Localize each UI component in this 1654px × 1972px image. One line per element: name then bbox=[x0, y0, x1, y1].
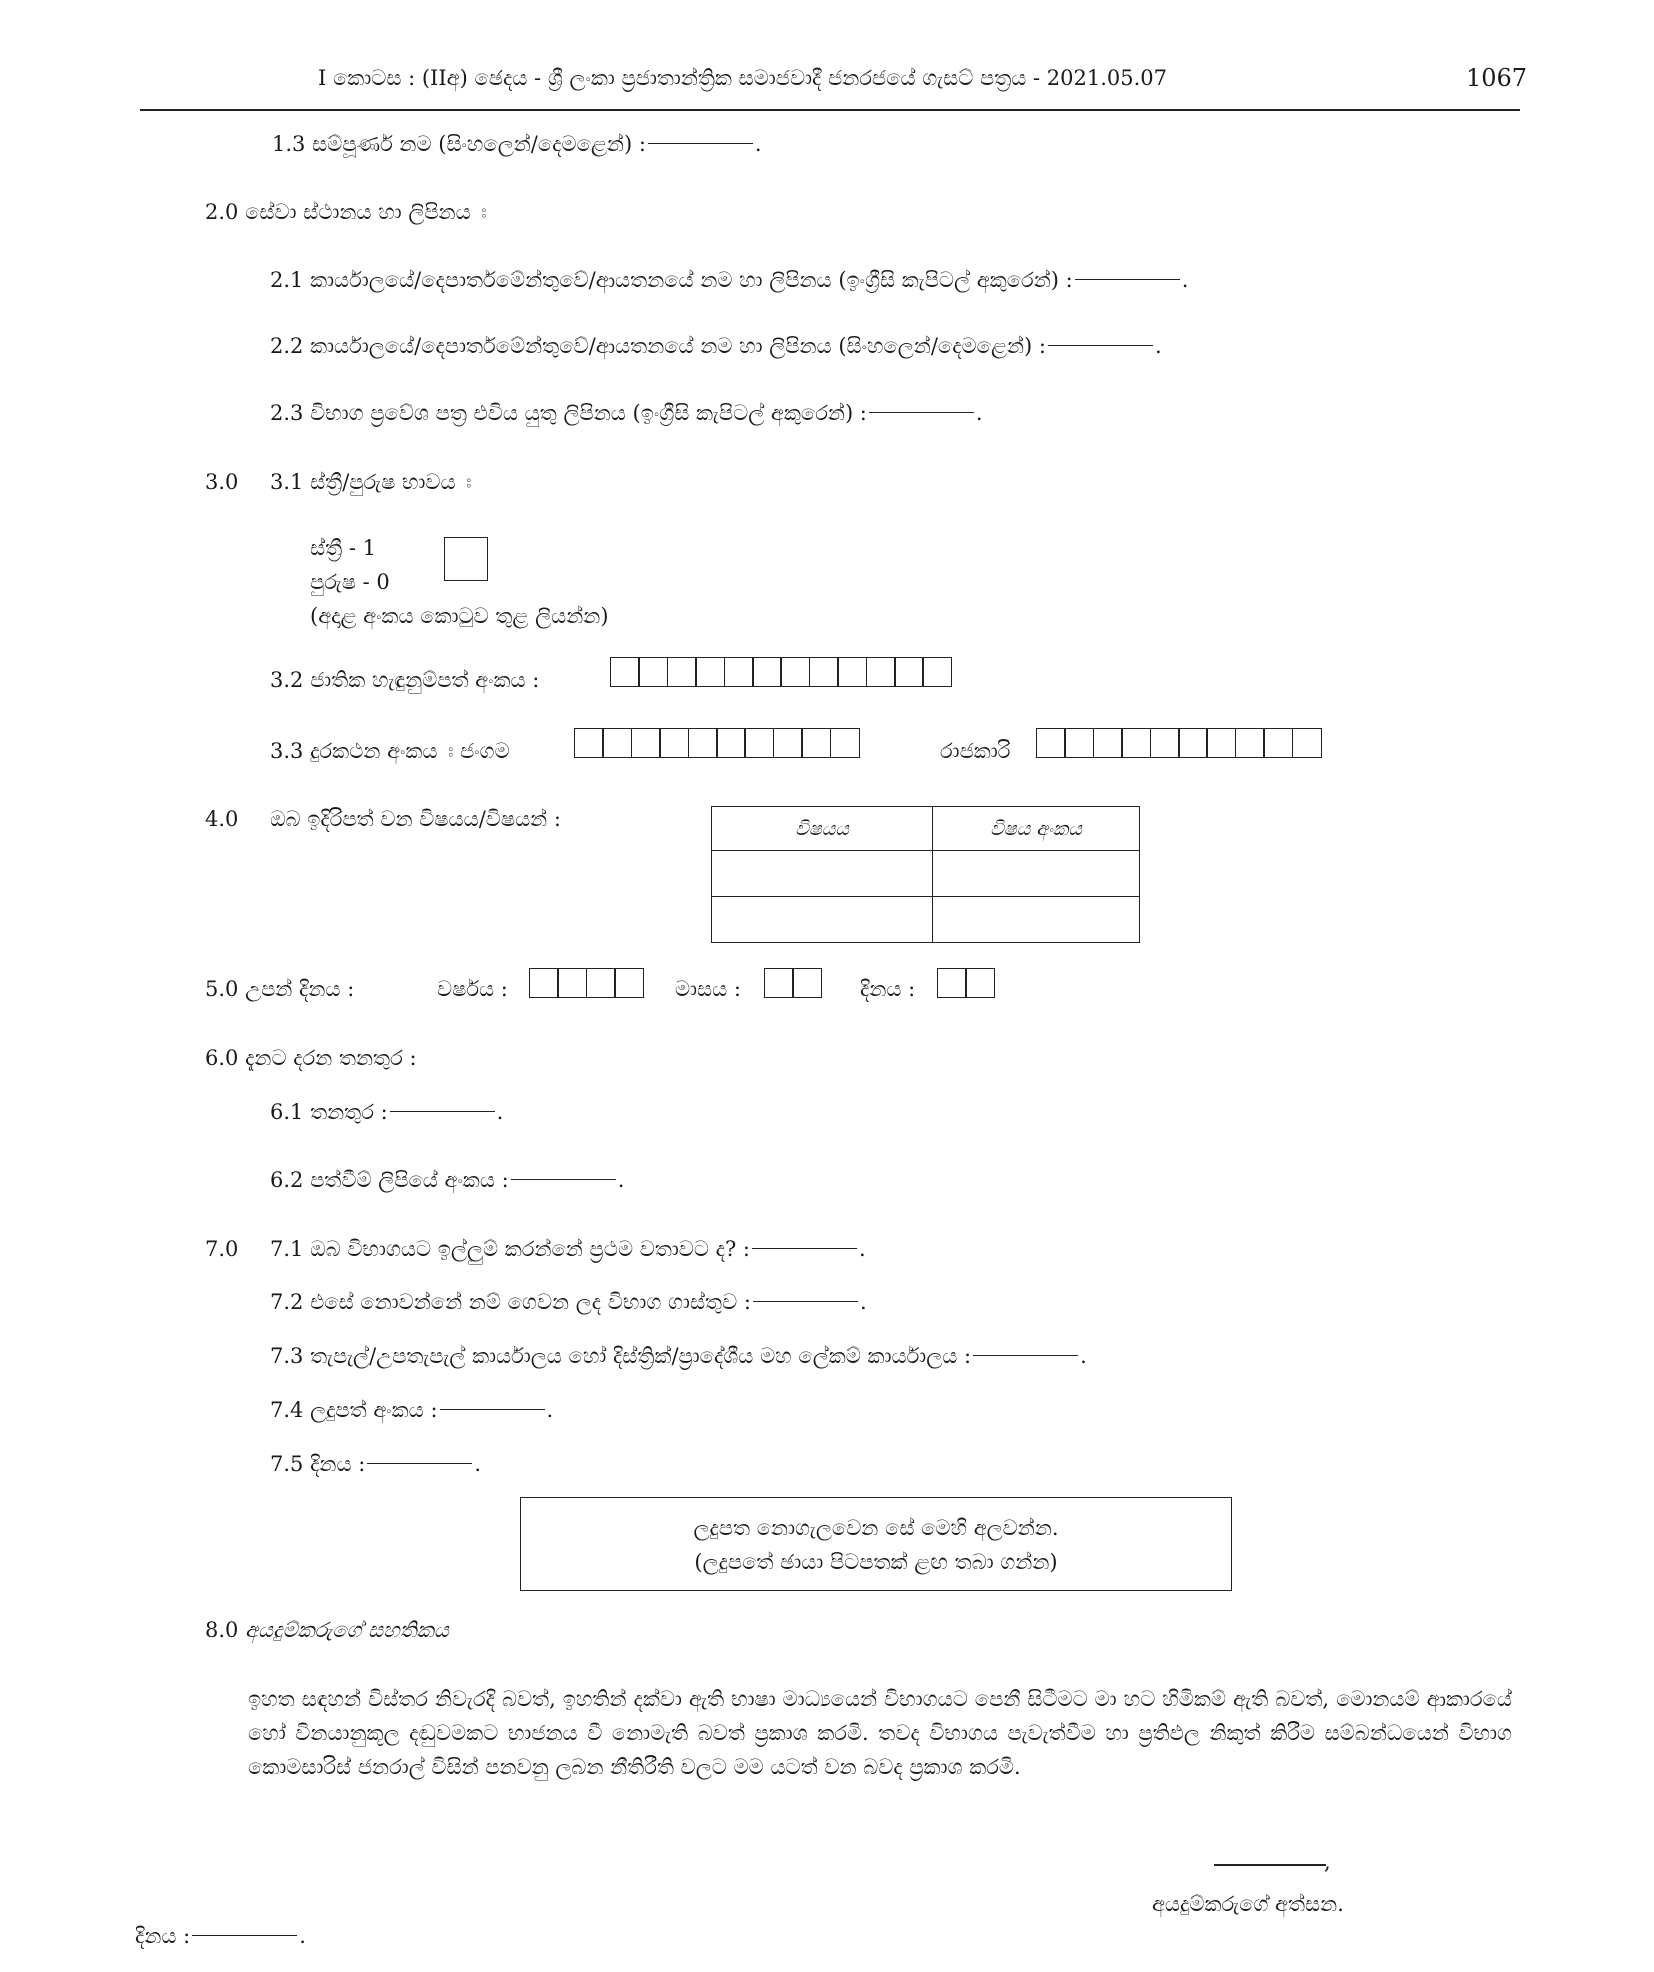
gender-male-option: පුරුෂ - 0 bbox=[310, 570, 390, 594]
digit-box[interactable] bbox=[752, 657, 782, 687]
field-6-2-label: 6.2 පත්වීම් ලිපියේ අංකය : bbox=[270, 1168, 509, 1192]
digit-box[interactable] bbox=[744, 728, 774, 758]
field-7-3: 7.3 තැපැල්/උපතැපැල් කාර්යාලය හෝ දිස්ත්‍රික්/ප්‍රාදේශීය මහ ලේකම් කාර්යාලය : . bbox=[270, 1344, 1087, 1368]
day-label: දිනය : bbox=[860, 977, 916, 1001]
digit-box[interactable] bbox=[780, 657, 810, 687]
field-3-1-label: 3.1 ස්ත්‍රී/පුරුෂ භාවය ඃ bbox=[270, 470, 472, 494]
subjects-table bbox=[711, 806, 1140, 943]
field-7-1-label: 7.1 ඔබ විභාගයට ඉල්ලුම් කරන්නේ ප්‍රථම වතාවට ද? : bbox=[270, 1237, 751, 1261]
signature-line[interactable] bbox=[1214, 1864, 1326, 1866]
field-7-1-blank[interactable] bbox=[752, 1248, 857, 1249]
field-1-3: 1.3 සම්පූර්ණ නම (සිංහලෙන්/දෙමළෙන්) : . bbox=[272, 132, 762, 156]
certificate-title: අයදුම්කරුගේ සහතිකය bbox=[245, 1618, 449, 1642]
field-3-3-label: 3.3 දුරකථන අංකය ඃ ජංගම bbox=[270, 739, 510, 763]
field-7-4-label: 7.4 ලදුපත් අංකය : bbox=[270, 1398, 438, 1422]
field-7-5-label: 7.5 දිනය : bbox=[270, 1452, 366, 1476]
field-2-2-blank[interactable] bbox=[1048, 345, 1153, 346]
digit-box[interactable] bbox=[631, 728, 661, 758]
field-7-2-blank[interactable] bbox=[753, 1301, 858, 1302]
digit-box[interactable] bbox=[922, 657, 952, 687]
field-7-1: 7.1 ඔබ විභාගයට ඉල්ලුම් කරන්නේ ප්‍රථම වතාවට ද? : . bbox=[270, 1237, 866, 1261]
digit-box[interactable] bbox=[716, 728, 746, 758]
digit-box[interactable] bbox=[965, 968, 995, 998]
digit-box[interactable] bbox=[773, 728, 803, 758]
date-field: දිනය : . bbox=[135, 1924, 306, 1948]
subject-cell[interactable] bbox=[712, 851, 933, 897]
digit-box[interactable] bbox=[1093, 728, 1123, 758]
digit-box[interactable] bbox=[574, 728, 604, 758]
gender-box[interactable] bbox=[444, 537, 488, 581]
field-7-2: 7.2 එසේ නොවන්නේ නම් ගෙවන ලද විභාග ගාස්තුව : . bbox=[270, 1290, 867, 1314]
field-7-5-blank[interactable] bbox=[367, 1463, 472, 1464]
field-7-4-blank[interactable] bbox=[440, 1409, 545, 1410]
digit-box[interactable] bbox=[764, 968, 794, 998]
section-6-0: 6.0 දැනට දරන තනතුර : bbox=[205, 1046, 417, 1070]
gender-female-option: ස්ත්‍රී - 1 bbox=[310, 536, 376, 560]
birth-year-boxes[interactable] bbox=[529, 968, 644, 998]
field-6-2-blank[interactable] bbox=[511, 1179, 616, 1180]
digit-box[interactable] bbox=[529, 968, 559, 998]
section-3-0: 3.0 bbox=[205, 470, 239, 494]
receipt-instruction: ලදුපත නොගැලවෙන සේ මෙහි අලවන්න. bbox=[693, 1516, 1059, 1540]
section-7-0: 7.0 bbox=[205, 1237, 239, 1261]
digit-box[interactable] bbox=[1292, 728, 1322, 758]
year-label: වර්ෂය : bbox=[437, 977, 508, 1001]
field-6-1-label: 6.1 තනතුර : bbox=[270, 1100, 388, 1124]
subject-cell[interactable] bbox=[712, 897, 933, 943]
nic-number-boxes[interactable] bbox=[610, 657, 952, 687]
birth-month-boxes[interactable] bbox=[764, 968, 822, 998]
field-6-1-blank[interactable] bbox=[390, 1111, 495, 1112]
digit-box[interactable] bbox=[937, 968, 967, 998]
field-6-1: 6.1 තනතුර : . bbox=[270, 1100, 504, 1124]
digit-box[interactable] bbox=[610, 657, 640, 687]
mobile-number-boxes[interactable] bbox=[574, 728, 860, 758]
digit-box[interactable] bbox=[1121, 728, 1151, 758]
office-number-boxes[interactable] bbox=[1036, 728, 1322, 758]
field-2-2-label: 2.2 කාර්යාලයේ/දෙපාර්තමේන්තුවේ/ආයතනයේ නම හා ලිපිනය (සිංහලෙන්/දෙමළෙන්) : bbox=[270, 334, 1046, 358]
field-2-1-blank[interactable] bbox=[1075, 279, 1180, 280]
digit-box[interactable] bbox=[1178, 728, 1208, 758]
field-2-2: 2.2 කාර්යාලයේ/දෙපාර්තමේන්තුවේ/ආයතනයේ නම හා ලිපිනය (සිංහලෙන්/දෙමළෙන්) : . bbox=[270, 334, 1162, 358]
field-7-3-label: 7.3 තැපැල්/උපතැපැල් කාර්යාලය හෝ දිස්ත්‍රික්/ප්‍රාදේශීය මහ ලේකම් කාර්යාලය : bbox=[270, 1344, 972, 1368]
section-2-0: 2.0 සේවා ස්ථානය හා ලිපිනය ඃ bbox=[205, 200, 487, 224]
field-2-3: 2.3 විභාග ප්‍රවේශ පත්‍ර එවිය යුතු ලිපිනය (ඉංග්‍රීසි කැපිටල් අකුරෙන්) : . bbox=[270, 401, 983, 425]
digit-box[interactable] bbox=[801, 728, 831, 758]
digit-box[interactable] bbox=[837, 657, 867, 687]
signature-comma: , bbox=[1324, 1850, 1331, 1874]
gender-hint: (අදාළ අංකය කොටුව තුළ ලියන්න) bbox=[310, 604, 609, 628]
subjects-label: ඔබ ඉදිරිපත් වන විෂයය/විෂයන් : bbox=[270, 807, 561, 831]
digit-box[interactable] bbox=[688, 728, 718, 758]
digit-box[interactable] bbox=[866, 657, 896, 687]
digit-box[interactable] bbox=[695, 657, 725, 687]
field-2-1: 2.1 කාර්යාලයේ/දෙපාර්තමේන්තුවේ/ආයතනයේ නම හා ලිපිනය (ඉංග්‍රීසි කැපිටල් අකුරෙන්) : . bbox=[270, 268, 1189, 292]
field-1-3-blank[interactable] bbox=[648, 143, 753, 144]
digit-box[interactable] bbox=[792, 968, 822, 998]
field-7-2-label: 7.2 එසේ නොවන්නේ නම් ගෙවන ලද විභාග ගාස්තුව : bbox=[270, 1290, 751, 1314]
date-blank[interactable] bbox=[192, 1935, 297, 1936]
subject-number-cell[interactable] bbox=[933, 851, 1140, 897]
digit-box[interactable] bbox=[1036, 728, 1066, 758]
field-2-3-blank[interactable] bbox=[869, 412, 974, 413]
field-2-1-label: 2.1 කාර්යාලයේ/දෙපාර්තමේන්තුවේ/ආයතනයේ නම හා ලිපිනය (ඉංග්‍රීසි කැපිටල් අකුරෙන්) : bbox=[270, 268, 1073, 292]
header-rule bbox=[140, 109, 1520, 111]
signature-label: අයදුම්කරුගේ අත්සන. bbox=[1152, 1892, 1344, 1916]
field-7-3-blank[interactable] bbox=[973, 1355, 1078, 1356]
field-6-2: 6.2 පත්වීම් ලිපියේ අංකය : . bbox=[270, 1168, 625, 1192]
subject-number-column-header: විෂය අංකය bbox=[933, 807, 1140, 851]
receipt-paste-box bbox=[520, 1497, 1232, 1591]
digit-box[interactable] bbox=[638, 657, 668, 687]
field-5-0-label: 5.0 උපන් දිනය : bbox=[205, 977, 355, 1001]
date-label: දිනය : bbox=[135, 1924, 191, 1948]
digit-box[interactable] bbox=[586, 968, 616, 998]
gazette-header: I කොටස : (IIඅ) ඡෙදය - ශ්‍රී ලංකා ප්‍රජාතාන්ත්‍රික සමාජවාදී ජනරජයේ ගැසට් පත්‍රය - 2021.05.07 bbox=[318, 66, 1168, 90]
digit-box[interactable] bbox=[602, 728, 632, 758]
digit-box[interactable] bbox=[614, 968, 644, 998]
digit-box[interactable] bbox=[667, 657, 697, 687]
digit-box[interactable] bbox=[894, 657, 924, 687]
digit-box[interactable] bbox=[1064, 728, 1094, 758]
field-3-2-label: 3.2 ජාතික හැඳුනුම්පත් අංකය : bbox=[270, 668, 540, 692]
declaration-paragraph: ඉහත සඳහන් විස්තර නිවැරදි බවත්, ඉහතින් දක්වා ඇති භාෂා මාධ්‍යයෙන් විභාගයට පෙනී සිටීමට මා හට හිමිකම් ඇති බවත්, මොනයම් ආකාරයේ හෝ විනයානුකූල දඬුවමකට භාජනය වී නොමැති බවත් ප්‍රකාශ කරමි. තවද විභාගය පැවැත්වීම හා ප්‍රතිඵල නිකුත් කිරීම සම්බන්ධයෙන් විභාග කොමසාරිස් ජනරාල් විසින් පනවනු ලබන නීතිරීති වලට මම යටත් වන බවද ප්‍රකාශ කරමි. bbox=[248, 1687, 1512, 1779]
field-2-3-label: 2.3 විභාග ප්‍රවේශ පත්‍ර එවිය යුතු ලිපිනය (ඉංග්‍රීසි කැපිටල් අකුරෙන්) : bbox=[270, 401, 867, 425]
field-7-4: 7.4 ලදුපත් අංකය : . bbox=[270, 1398, 554, 1422]
subject-number-cell[interactable] bbox=[933, 897, 1140, 943]
office-phone-label: රාජකාරි bbox=[940, 739, 1011, 763]
subject-column-header: විෂයය bbox=[712, 807, 933, 851]
page-number: 1067 bbox=[1466, 64, 1528, 92]
receipt-note: (ලදුපතේ ඡායා පිටපතක් ළඟ තබා ගන්න) bbox=[694, 1550, 1058, 1574]
birth-day-boxes[interactable] bbox=[937, 968, 995, 998]
digit-box[interactable] bbox=[557, 968, 587, 998]
digit-box[interactable] bbox=[659, 728, 689, 758]
digit-box[interactable] bbox=[1263, 728, 1293, 758]
month-label: මාසය : bbox=[675, 977, 741, 1001]
digit-box[interactable] bbox=[1206, 728, 1236, 758]
section-8-0: 8.0 bbox=[205, 1618, 239, 1642]
digit-box[interactable] bbox=[830, 728, 860, 758]
field-7-5: 7.5 දිනය : . bbox=[270, 1452, 481, 1476]
section-4-0: 4.0 bbox=[205, 807, 239, 831]
digit-box[interactable] bbox=[809, 657, 839, 687]
digit-box[interactable] bbox=[724, 657, 754, 687]
digit-box[interactable] bbox=[1150, 728, 1180, 758]
digit-box[interactable] bbox=[1235, 728, 1265, 758]
field-1-3-label: 1.3 සම්පූර්ණ නම (සිංහලෙන්/දෙමළෙන්) : bbox=[272, 132, 646, 156]
